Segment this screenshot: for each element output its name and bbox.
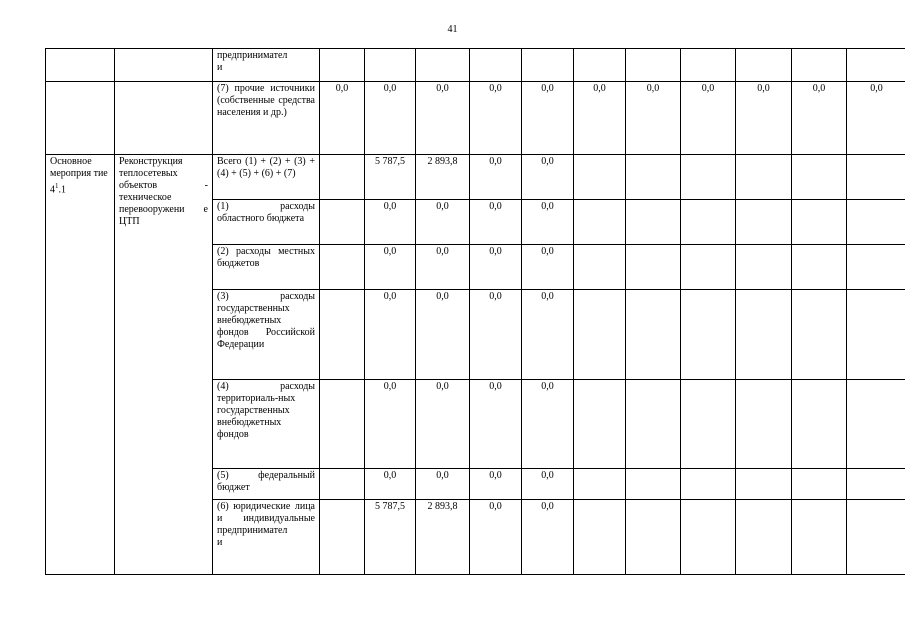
value-cell: [736, 155, 792, 200]
value-cell: [792, 155, 847, 200]
value-cell: [320, 500, 365, 575]
value-cell: [574, 380, 626, 469]
value-cell: [736, 469, 792, 500]
value-cell: [681, 49, 736, 82]
value-cell: [792, 500, 847, 575]
value-cell: [574, 469, 626, 500]
measure-label: Основное мероприя тие 4: [50, 156, 108, 196]
value-cell: 0,0: [736, 82, 792, 155]
funding-source-cell: Всего (1) + (2) + (3) + (4) + (5) + (6) + (7): [213, 155, 320, 200]
value-cell: [574, 290, 626, 380]
value-cell: [574, 49, 626, 82]
value-cell: 0,0: [365, 200, 416, 245]
value-cell: 0,0: [470, 82, 522, 155]
value-cell: [847, 380, 905, 469]
table-row: [46, 82, 905, 155]
value-cell: 0,0: [416, 469, 470, 500]
measure-cell: [46, 49, 115, 82]
value-cell: [681, 380, 736, 469]
value-cell: [626, 469, 681, 500]
value-cell: [365, 49, 416, 82]
value-cell: 0,0: [522, 380, 574, 469]
value-cell: 0,0: [681, 82, 736, 155]
value-cell: 0,0: [416, 245, 470, 290]
value-cell: [847, 469, 905, 500]
value-cell: 5 787,5: [365, 155, 416, 200]
value-cell: [792, 380, 847, 469]
value-cell: 0,0: [416, 290, 470, 380]
value-cell: [574, 155, 626, 200]
funding-source-cell: (2) расходы местных бюджетов: [213, 245, 320, 290]
value-cell: [736, 49, 792, 82]
value-cell: [736, 380, 792, 469]
value-cell: [847, 290, 905, 380]
value-cell: 0,0: [320, 82, 365, 155]
funding-source-cell: (4) расходы территориаль-ных государственных внебюджетных фондов: [213, 380, 320, 469]
funding-source-cell: (3) расходы государственных внебюджетных фондов Российской Федерации: [213, 290, 320, 380]
value-cell: [626, 200, 681, 245]
value-cell: [320, 155, 365, 200]
value-cell: 0,0: [470, 469, 522, 500]
value-cell: [320, 49, 365, 82]
measure-title-cell: [115, 82, 213, 155]
value-cell: [792, 245, 847, 290]
value-cell: [626, 155, 681, 200]
table-row: [46, 49, 905, 82]
value-cell: [792, 49, 847, 82]
value-cell: [681, 155, 736, 200]
measure-cell: [46, 82, 115, 155]
table-row: [46, 155, 905, 200]
value-cell: [792, 200, 847, 245]
value-cell: [320, 380, 365, 469]
value-cell: [626, 49, 681, 82]
value-cell: [847, 500, 905, 575]
value-cell: [574, 500, 626, 575]
value-cell: 2 893,8: [416, 155, 470, 200]
value-cell: [574, 245, 626, 290]
value-cell: 0,0: [416, 200, 470, 245]
value-cell: [736, 245, 792, 290]
value-cell: [736, 500, 792, 575]
measure-title-cell: Реконструкция теплосетевых объектов - техническое перевооружени е ЦТП: [115, 155, 213, 575]
value-cell: 0,0: [792, 82, 847, 155]
measure-cell: [46, 155, 115, 575]
value-cell: [681, 200, 736, 245]
value-cell: [416, 49, 470, 82]
value-cell: 0,0: [470, 245, 522, 290]
value-cell: 0,0: [470, 200, 522, 245]
value-cell: 0,0: [522, 200, 574, 245]
value-cell: [522, 49, 574, 82]
value-cell: 0,0: [847, 82, 905, 155]
value-cell: [847, 155, 905, 200]
value-cell: 0,0: [522, 155, 574, 200]
value-cell: 0,0: [470, 155, 522, 200]
funding-source-cell: (1) расходы областного бюджета: [213, 200, 320, 245]
value-cell: [847, 200, 905, 245]
value-cell: [681, 290, 736, 380]
value-cell: 0,0: [522, 82, 574, 155]
value-cell: [736, 290, 792, 380]
value-cell: [847, 49, 905, 82]
value-cell: 2 893,8: [416, 500, 470, 575]
value-cell: [626, 500, 681, 575]
value-cell: [574, 200, 626, 245]
value-cell: 0,0: [574, 82, 626, 155]
value-cell: 0,0: [522, 245, 574, 290]
value-cell: 0,0: [365, 469, 416, 500]
funding-table: [45, 48, 905, 575]
funding-source-cell: (5) федеральный бюджет: [213, 469, 320, 500]
value-cell: 0,0: [470, 290, 522, 380]
value-cell: 0,0: [365, 380, 416, 469]
value-cell: [320, 245, 365, 290]
value-cell: [681, 469, 736, 500]
value-cell: 5 787,5: [365, 500, 416, 575]
value-cell: 0,0: [365, 245, 416, 290]
value-cell: 0,0: [416, 380, 470, 469]
value-cell: 0,0: [416, 82, 470, 155]
value-cell: [847, 245, 905, 290]
value-cell: [681, 245, 736, 290]
funding-source-cell: (7) прочие источники (собственные средства населения и др.): [213, 82, 320, 155]
funding-source-cell: (6) юридические лица и индивидуальные предпринимател и: [213, 500, 320, 575]
measure-label-suffix: .1: [58, 184, 66, 196]
value-cell: 0,0: [522, 500, 574, 575]
value-cell: [320, 200, 365, 245]
value-cell: 0,0: [626, 82, 681, 155]
value-cell: 0,0: [522, 290, 574, 380]
value-cell: [792, 290, 847, 380]
value-cell: [626, 290, 681, 380]
value-cell: 0,0: [470, 500, 522, 575]
value-cell: [792, 469, 847, 500]
value-cell: [736, 200, 792, 245]
funding-source-cell: предпринимател и: [213, 49, 320, 82]
measure-label-superscript: 1: [55, 182, 59, 190]
value-cell: [320, 469, 365, 500]
value-cell: 0,0: [365, 82, 416, 155]
value-cell: [681, 500, 736, 575]
measure-title-cell: [115, 49, 213, 82]
value-cell: 0,0: [365, 290, 416, 380]
value-cell: 0,0: [522, 469, 574, 500]
value-cell: 0,0: [470, 380, 522, 469]
page-number: 41: [447, 24, 458, 35]
value-cell: [626, 380, 681, 469]
value-cell: [626, 245, 681, 290]
value-cell: [470, 49, 522, 82]
value-cell: [320, 290, 365, 380]
